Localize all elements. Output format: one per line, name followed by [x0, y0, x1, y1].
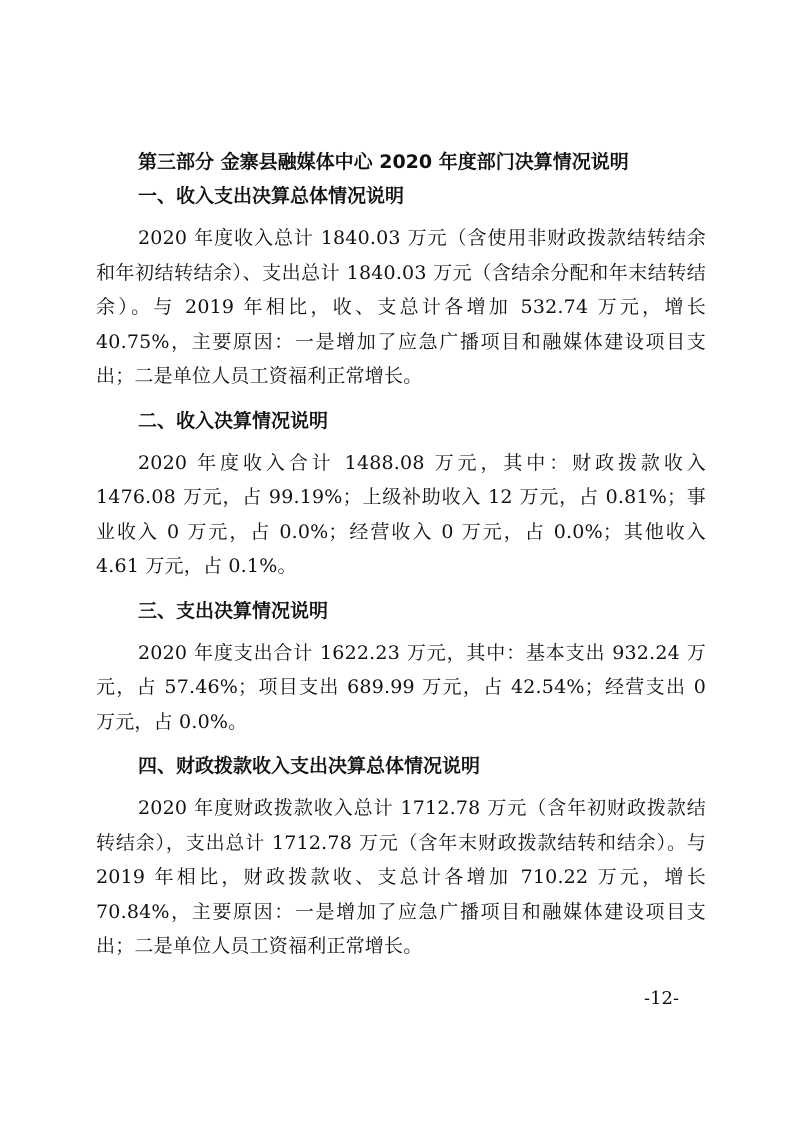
section-heading-3: 三、支出决算情况说明	[138, 599, 329, 622]
section-heading-4: 四、财政拨款收入支出决算总体情况说明	[138, 755, 481, 777]
section-heading-1: 一、收入支出决算总体情况说明	[138, 185, 405, 207]
page-number: -12-	[644, 988, 680, 1009]
document-body	[96, 145, 706, 974]
section-heading-2: 二、收入决算情况说明	[138, 409, 329, 432]
section-paragraph-4: 2020 年度财政拨款收入总计 1712.78 万元（含年初财政拨款结转结余），支出总计 1712.78 万元（含年末财政拨款结转和结余）。与 2019 年相比，财政拨款收、支总计各增加 710.22 万元，增长 70.84%，主要原因：一是增加了应急广播项目和融媒体建设项目支出；二是单位人员工资福利正常增长。	[96, 797, 706, 957]
section-paragraph-1: 2020 年度收入总计 1840.03 万元（含使用非财政拨款结转结余和年初结转结余）、支出总计 1840.03 万元（含结余分配和年末结转结余）。与 2019 年相比，收、支总计各增加 532.74 万元，增长 40.75%，主要原因：一是增加了应急广播项目和融媒体建设项目支出；二是单位人员工资福利正常增长。	[96, 227, 706, 387]
section-paragraph-3: 2020 年度支出合计 1622.23 万元，其中：基本支出 932.24 万元，占 57.46%；项目支出 689.99 万元，占 42.54%；经营支出 0 万元，占 0.0%。	[96, 641, 706, 733]
section-paragraph-2: 2020 年度收入合计 1488.08 万元，其中：财政拨款收入 1476.08 万元，占 99.19%；上级补助收入 12 万元，占 0.81%；事业收入 0 万元，占 0.0%；经营收入 0 万元，占 0.0%；其他收入 4.61 万元，占 0.1%。	[96, 451, 706, 577]
document-title: 第三部分 金寨县融媒体中心 2020 年度部门决算情况说明	[138, 151, 629, 173]
